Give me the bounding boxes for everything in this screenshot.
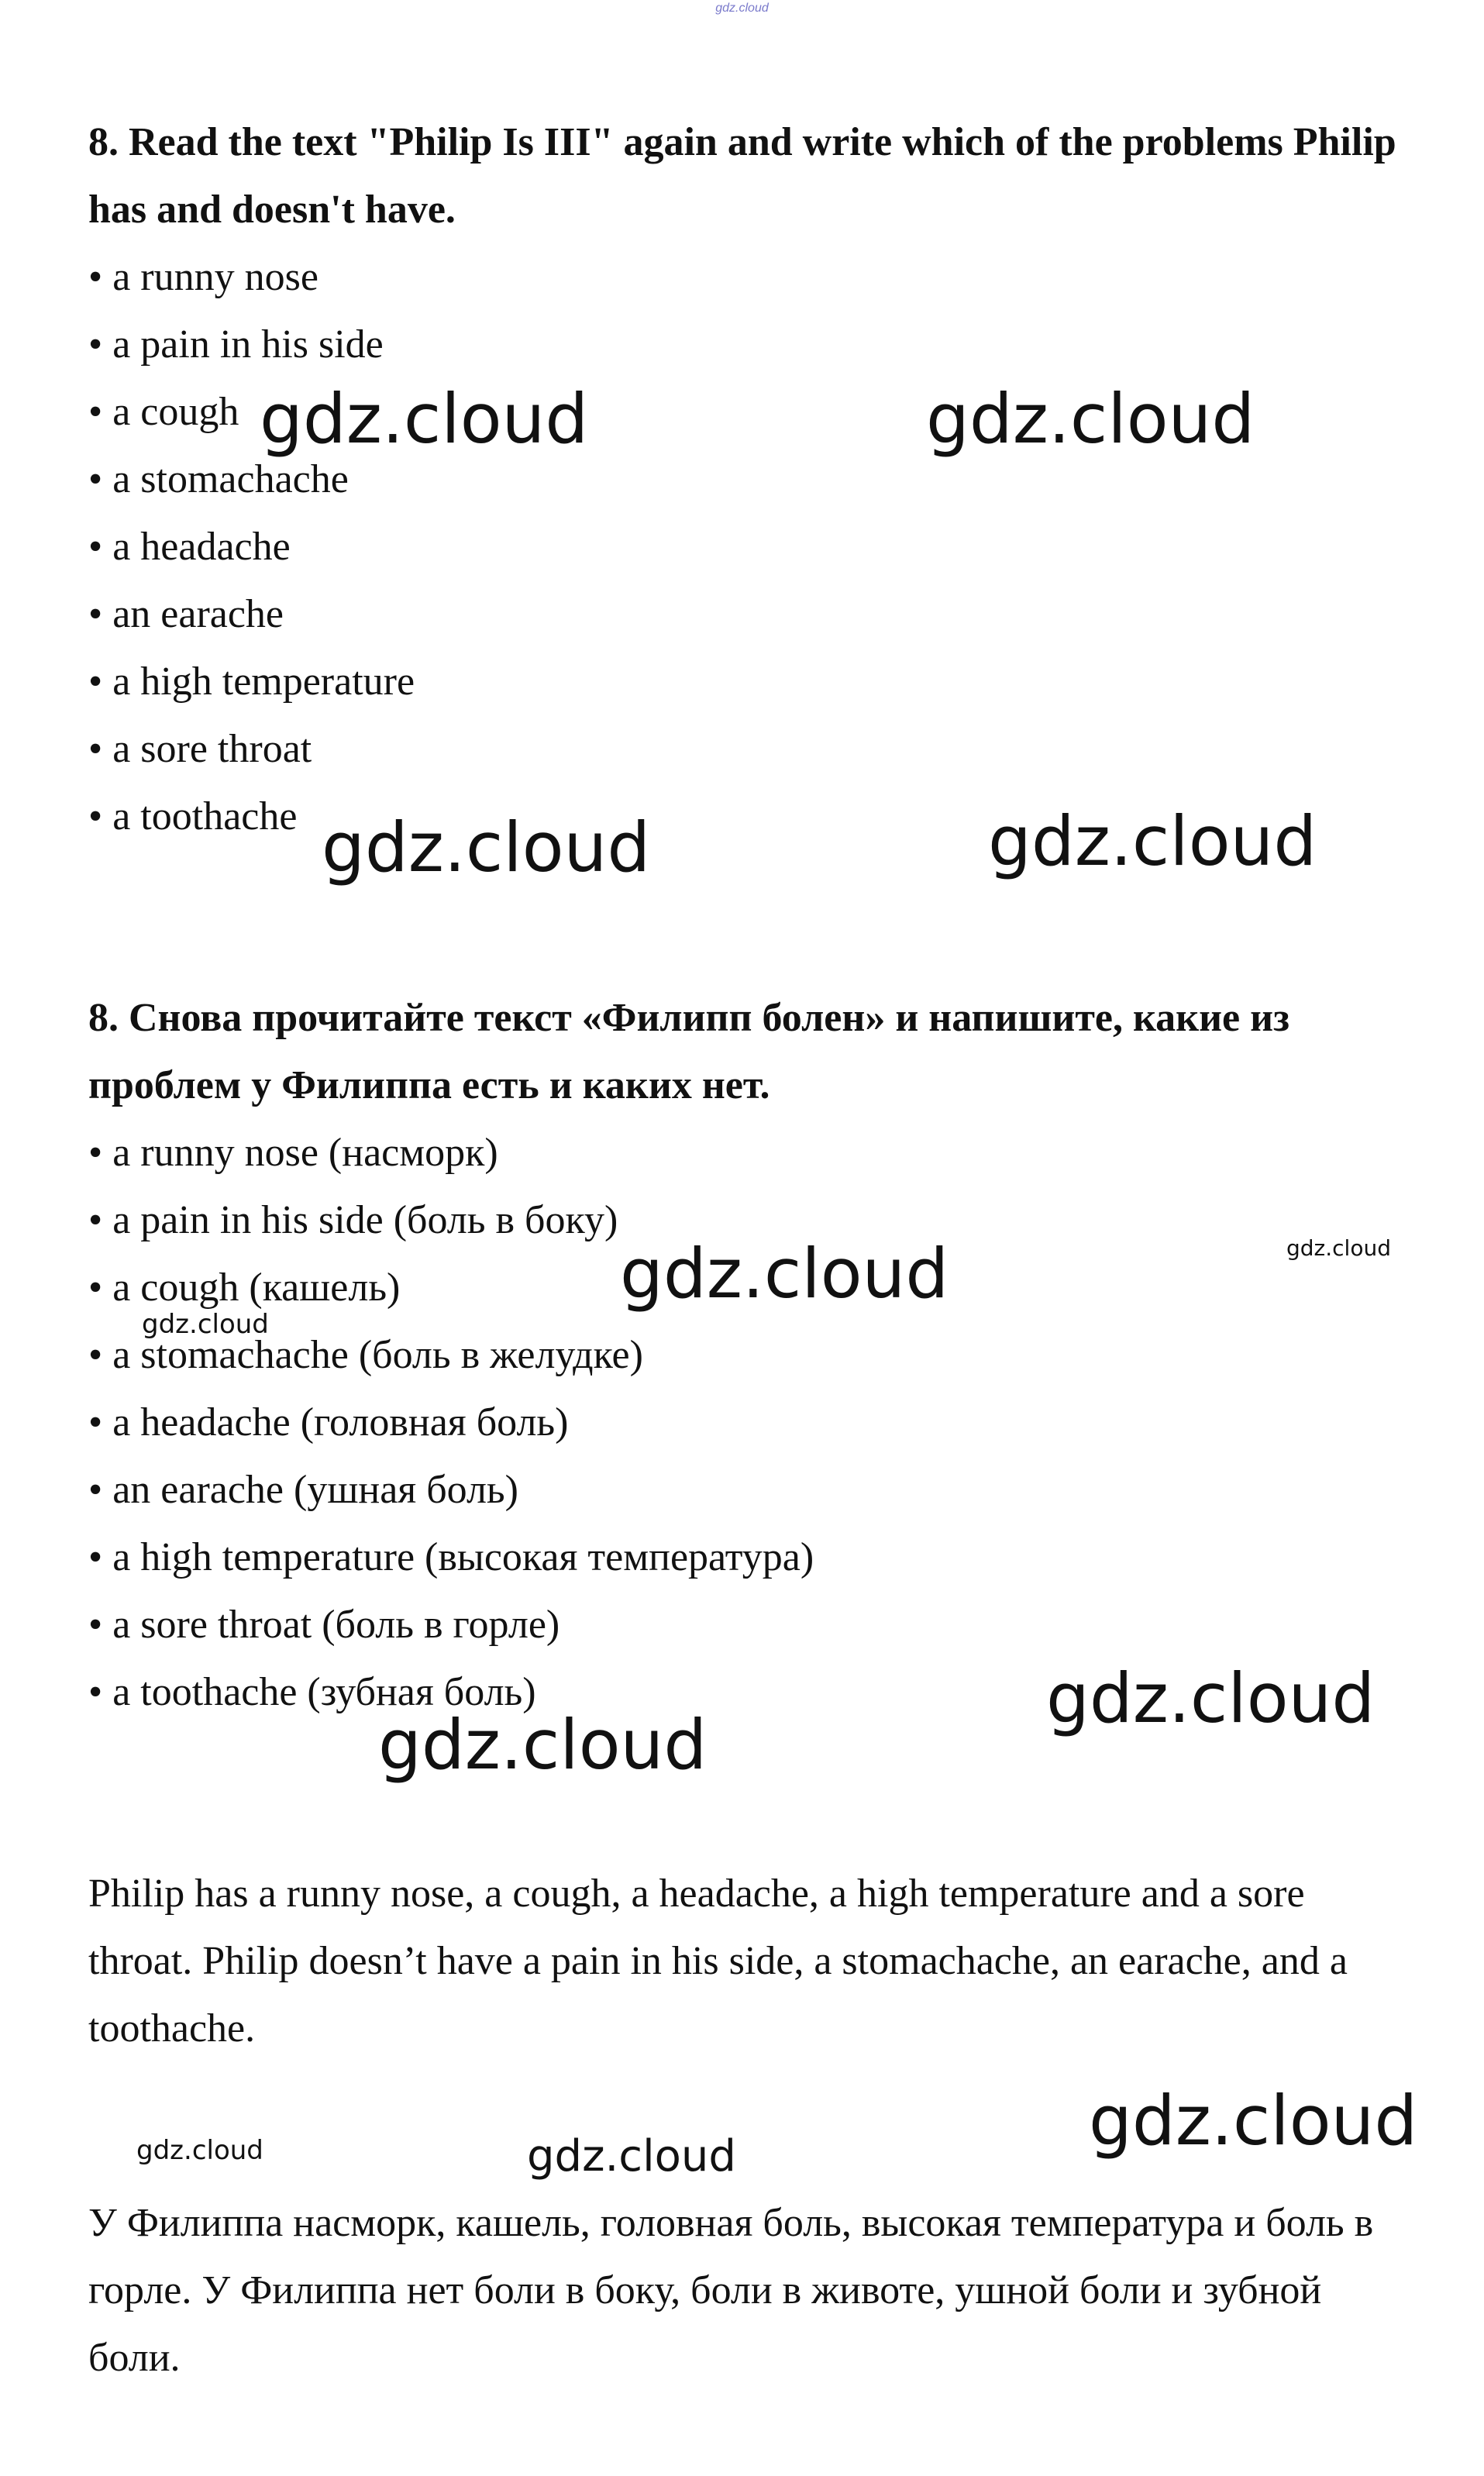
- russian-heading: 8. Снова прочитайте текст «Филипп болен» и напишите, какие из проблем у Филиппа есть и каких нет.: [88, 996, 1289, 1107]
- watermark: gdz.cloud: [988, 801, 1317, 881]
- watermark: gdz.cloud: [527, 2131, 736, 2182]
- list-item: • a headache (головная боль): [88, 1389, 1406, 1456]
- watermark: gdz.cloud: [260, 379, 589, 459]
- list-item: • a pain in his side: [88, 311, 1406, 378]
- list-item: • a high temperature: [88, 648, 1406, 715]
- list-item: • a cough: [88, 378, 1406, 446]
- watermark: gdz.cloud: [926, 379, 1255, 459]
- watermark: gdz.cloud: [1286, 1235, 1391, 1261]
- list-item: • a stomachache (боль в желудке): [88, 1321, 1406, 1389]
- watermark: gdz.cloud: [322, 808, 651, 887]
- list-item: • a runny nose: [88, 243, 1406, 311]
- list-item: • an earache: [88, 580, 1406, 648]
- list-item: • a sore throat: [88, 715, 1406, 783]
- watermark: gdz.cloud: [142, 1309, 269, 1340]
- top-watermark: gdz.cloud: [715, 2, 769, 15]
- list-item: • a toothache: [88, 783, 1406, 850]
- english-section: [88, 108, 1406, 850]
- list-item: • a sore throat (боль в горле): [88, 1591, 1406, 1658]
- answer-english-block: [88, 1860, 1390, 2062]
- russian-problem-list: [88, 1119, 1406, 1726]
- list-item: • an earache (ушная боль): [88, 1456, 1406, 1524]
- answer-russian-block: [88, 2189, 1406, 2392]
- list-item: • a runny nose (насморк): [88, 1119, 1406, 1186]
- watermark: gdz.cloud: [620, 1234, 949, 1314]
- russian-section: [88, 984, 1406, 1726]
- watermark: gdz.cloud: [1046, 1658, 1376, 1738]
- answer-english: Philip has a runny nose, a cough, a headache, a high temperature and a sore throat. Philip doesn’t have a pain in his side, a stomachache, an earache, and a toothache.: [88, 1872, 1348, 2051]
- list-item: • a pain in his side (боль в боку): [88, 1186, 1406, 1254]
- list-item: • a high temperature (высокая температура): [88, 1524, 1406, 1591]
- english-problem-list: [88, 243, 1406, 850]
- list-item: • a cough (кашель): [88, 1254, 1406, 1321]
- list-item: • a stomachache: [88, 446, 1406, 513]
- list-item: • a toothache (зубная боль): [88, 1658, 1406, 1726]
- answer-russian: У Филиппа насморк, кашель, головная боль, высокая температура и боль в горле. У Филиппа нет боли в боку, боли в животе, ушной боли и зубной боли.: [88, 2201, 1374, 2380]
- watermark: gdz.cloud: [136, 2135, 263, 2166]
- watermark: gdz.cloud: [378, 1705, 708, 1785]
- watermark: gdz.cloud: [1089, 2081, 1418, 2161]
- english-heading: 8. Read the text "Philip Is III" again and write which of the problems Philip has and doesn't have.: [88, 120, 1396, 232]
- list-item: • a headache: [88, 513, 1406, 580]
